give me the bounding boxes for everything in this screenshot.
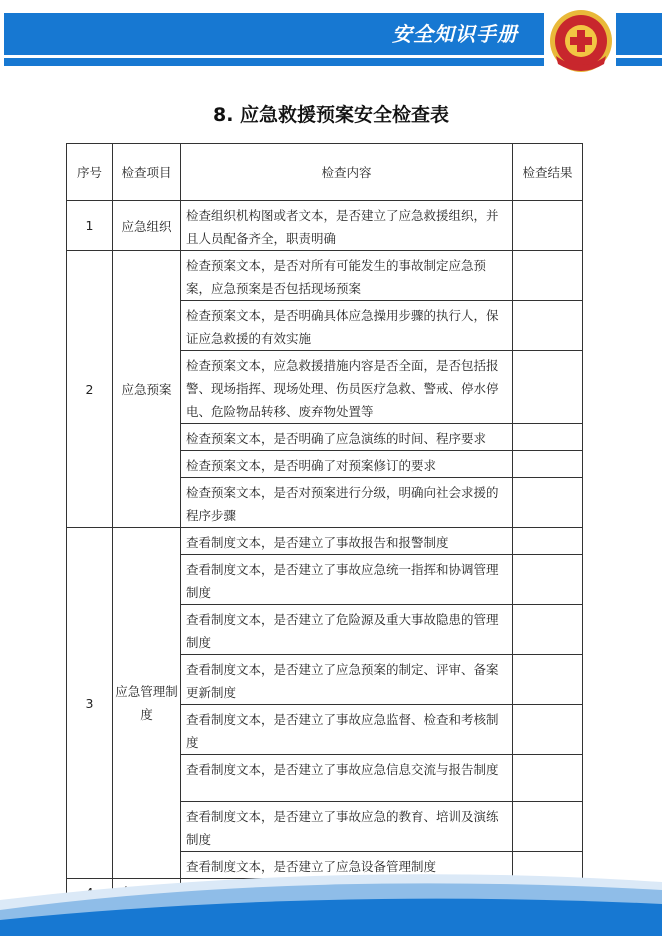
row-result-cell[interactable] [513,478,583,528]
row-content: 查看制度文本，是否建立了应急设备管理制度 [181,852,513,879]
row-content: 查看制度文本，是否建立了事故应急统一指挥和协调管理制度 [181,555,513,605]
row-content: 查看制度文本，是否建立了事故应急的教育、培训及演练制度 [181,802,513,852]
row-item: 应急组织 [113,201,181,251]
table-row [67,528,583,555]
header-stripe [4,58,544,66]
row-result-cell[interactable] [513,605,583,655]
header-bar-right [616,13,662,55]
row-no: 2 [67,251,113,528]
row-content: 查看制度文本，是否建立了危险源及重大事故隐患的管理制度 [181,605,513,655]
safety-emblem-icon [548,8,614,74]
row-result-cell[interactable] [513,555,583,605]
row-content: 查看制度文本，是否建立了事故应急监督、检查和考核制度 [181,705,513,755]
col-header-item: 检查项目 [113,144,181,201]
row-content: 查看制度文本，是否建立了应急预案的制定、评审、备案更新制度 [181,655,513,705]
row-content: 检查预案文本，应急救援措施内容是否全面，是否包括报警、现场指挥、现场处理、伤员医疗急救、警戒、停水停电、危险物品转移、废弃物处置等 [181,351,513,424]
row-no: 3 [67,528,113,879]
row-content: 检查预案文本，是否对预案进行分级，明确向社会求援的程序步骤 [181,478,513,528]
checklist-table [66,143,583,906]
col-header-no: 序号 [67,144,113,201]
row-content: 查看制度文本，是否建立了事故报告和报警制度 [181,528,513,555]
row-result-cell[interactable] [513,201,583,251]
header-title: 安全知识手册 [392,22,518,46]
row-content: 检查预案文本，是否明确了对预案修订的要求 [181,451,513,478]
page-title: 8. 应急救援预案安全检查表 [212,104,450,126]
row-item: 应急管理制度 [113,528,181,879]
row-result-cell[interactable] [513,424,583,451]
row-result-cell[interactable] [513,251,583,301]
row-content: 检查预案文本，是否对所有可能发生的事故制定应急预案，应急预案是否包括现场预案 [181,251,513,301]
table-row [67,251,583,301]
col-header-content: 检查内容 [181,144,513,201]
header-bar [4,13,544,55]
row-result-cell[interactable] [513,301,583,351]
row-result-cell[interactable] [513,451,583,478]
col-header-result: 检查结果 [513,144,583,201]
footer-wave [0,860,662,936]
row-result-cell[interactable] [513,705,583,755]
row-result-cell[interactable] [513,755,583,802]
row-content: 检查预案文本，是否明确具体应急操用步骤的执行人，保证应急救援的有效实施 [181,301,513,351]
row-no: 1 [67,201,113,251]
row-result-cell[interactable] [513,528,583,555]
row-content: 查看制度文本，是否建立了事故应急信息交流与报告制度 [181,755,513,802]
header-stripe-right [616,58,662,66]
row-result-cell[interactable] [513,351,583,424]
row-content: 检查预案文本，是否明确了应急演练的时间、程序要求 [181,424,513,451]
table-row [67,201,583,251]
table-header-row [67,144,583,201]
row-content: 检查组织机构图或者文本，是否建立了应急救援组织，并且人员配备齐全，职责明确 [181,201,513,251]
row-result-cell[interactable] [513,802,583,852]
row-result-cell[interactable] [513,655,583,705]
row-item: 应急预案 [113,251,181,528]
